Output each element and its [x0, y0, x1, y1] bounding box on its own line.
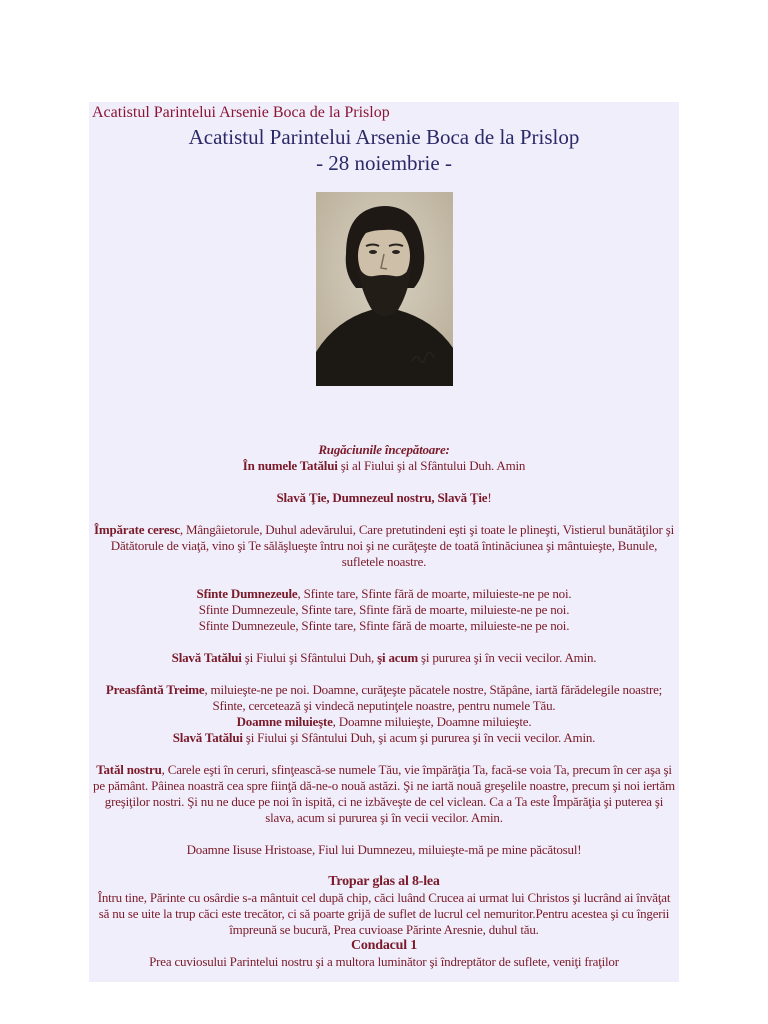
- subtitle-line: - 28 noiembrie -: [316, 151, 452, 175]
- section-heading-tropar: Tropar glas al 8-lea: [328, 874, 440, 889]
- paragraph-sfinte-3: Sfinte Dumnezeule, Sfinte tare, Sfinte fără de moarte, miluieste-ne pe noi.: [198, 618, 570, 633]
- paragraph-doamne-iisuse: Doamne Iisuse Hristoase, Fiul lui Dumnezeu, miluieşte-mă pe mine păcătosul!: [186, 842, 582, 857]
- prayer-body: [93, 442, 675, 970]
- paragraph-slava-tatalui: Slavă Tatălui şi Fiului şi Sfântului Duh, şi acum şi pururea şi în vecii vecilor. Amin.: [171, 650, 597, 665]
- paragraph-slava-tatalui-2: Slavă Tatălui şi Fiului şi Sfântului Duh, şi acum şi pururea şi în vecii vecilor. Amin.: [172, 730, 596, 745]
- section-heading-rugaciuni: Rugăciunile începătoare:: [318, 442, 450, 457]
- document-title: [89, 124, 679, 176]
- paragraph-tropar: Întru tine, Părinte cu osârdie s-a mântuit cel după chip, căci luând Crucea ai urmat lui Christos şi lucrând ai învăţat să nu se uite la trup căci este trecător, ci să poarte grijă de suflet de lucrul cel nemuritor.Pentru acestea şi cu îngerii împreună se bucură, Prea cuvioase Părinte Aresnie, duhul tău.: [97, 890, 671, 937]
- title-line: Acatistul Parintelui Arsenie Boca de la Prislop: [188, 125, 580, 149]
- paragraph-tatal-nostru: Tatăl nostru, Carele eşti în ceruri, sfinţească-se numele Tău, vie împărăţia Ta, facă-se voia Ta, precum în cer aşa şi pe pământ. Pâinea noastră cea spre fiinţă dă-ne-o nouă astăzi. Şi ne iartă nouă greşelile noastre, precum şi noi iertăm greşiţilor nostri. Şi nu ne duce pe noi în ispită, ci ne izbăveşte de cel viclean. Ca a Ta este Împărăţia şi puterea şi slava, acum si pururea şi în vecii vecilor. Amin.: [93, 762, 675, 825]
- paragraph-sfinte-2: Sfinte Dumnezeule, Sfinte tare, Sfinte fără de moarte, miluieste-ne pe noi.: [198, 602, 570, 617]
- paragraph-preasfanta: Preasfântă Treime, miluieşte-ne pe noi. Doamne, curăţeşte păcatele nostre, Stăpâne, iartă fărădelegile noastre; Sfinte, cercetează şi vindecă neputinţele noastre, pentru numele Tău.: [105, 682, 663, 713]
- document-page: [89, 102, 679, 982]
- paragraph-in-numele: În numele Tatălui şi al Fiului şi al Sfântului Duh. Amin: [242, 458, 526, 473]
- paragraph-imparate: Împărate ceresc, Mângâietorule, Duhul adevărului, Care pretutindeni eşti şi toate le plineşti, Vistierul bunătăţilor şi Dătătorule de viaţă, vino şi Te sălăşlueşte întru noi şi ne curăţeşte de toată întinăciunea şi mântuieşte, Bunule, sufletele noastre.: [93, 522, 674, 569]
- paragraph-doamne-miluieste: Doamne miluieşte, Doamne miluieşte, Doamne miluieşte.: [236, 714, 532, 729]
- paragraph-sfinte-1: Sfinte Dumnezeule, Sfinte tare, Sfinte fără de moarte, miluieste-ne pe noi.: [196, 586, 572, 601]
- paragraph-slava-tie: Slavă Ţie, Dumnezeul nostru, Slavă Ţie!: [276, 490, 492, 505]
- portrait-photo: [316, 192, 453, 386]
- document-header: Acatistul Parintelui Arsenie Boca de la Prislop: [92, 104, 390, 121]
- section-heading-condacul: Condacul 1: [350, 938, 418, 953]
- paragraph-condacul: Prea cuviosului Parintelui nostru şi a multora luminător şi îndreptător de suflete, veniţi fraţilor: [149, 954, 619, 969]
